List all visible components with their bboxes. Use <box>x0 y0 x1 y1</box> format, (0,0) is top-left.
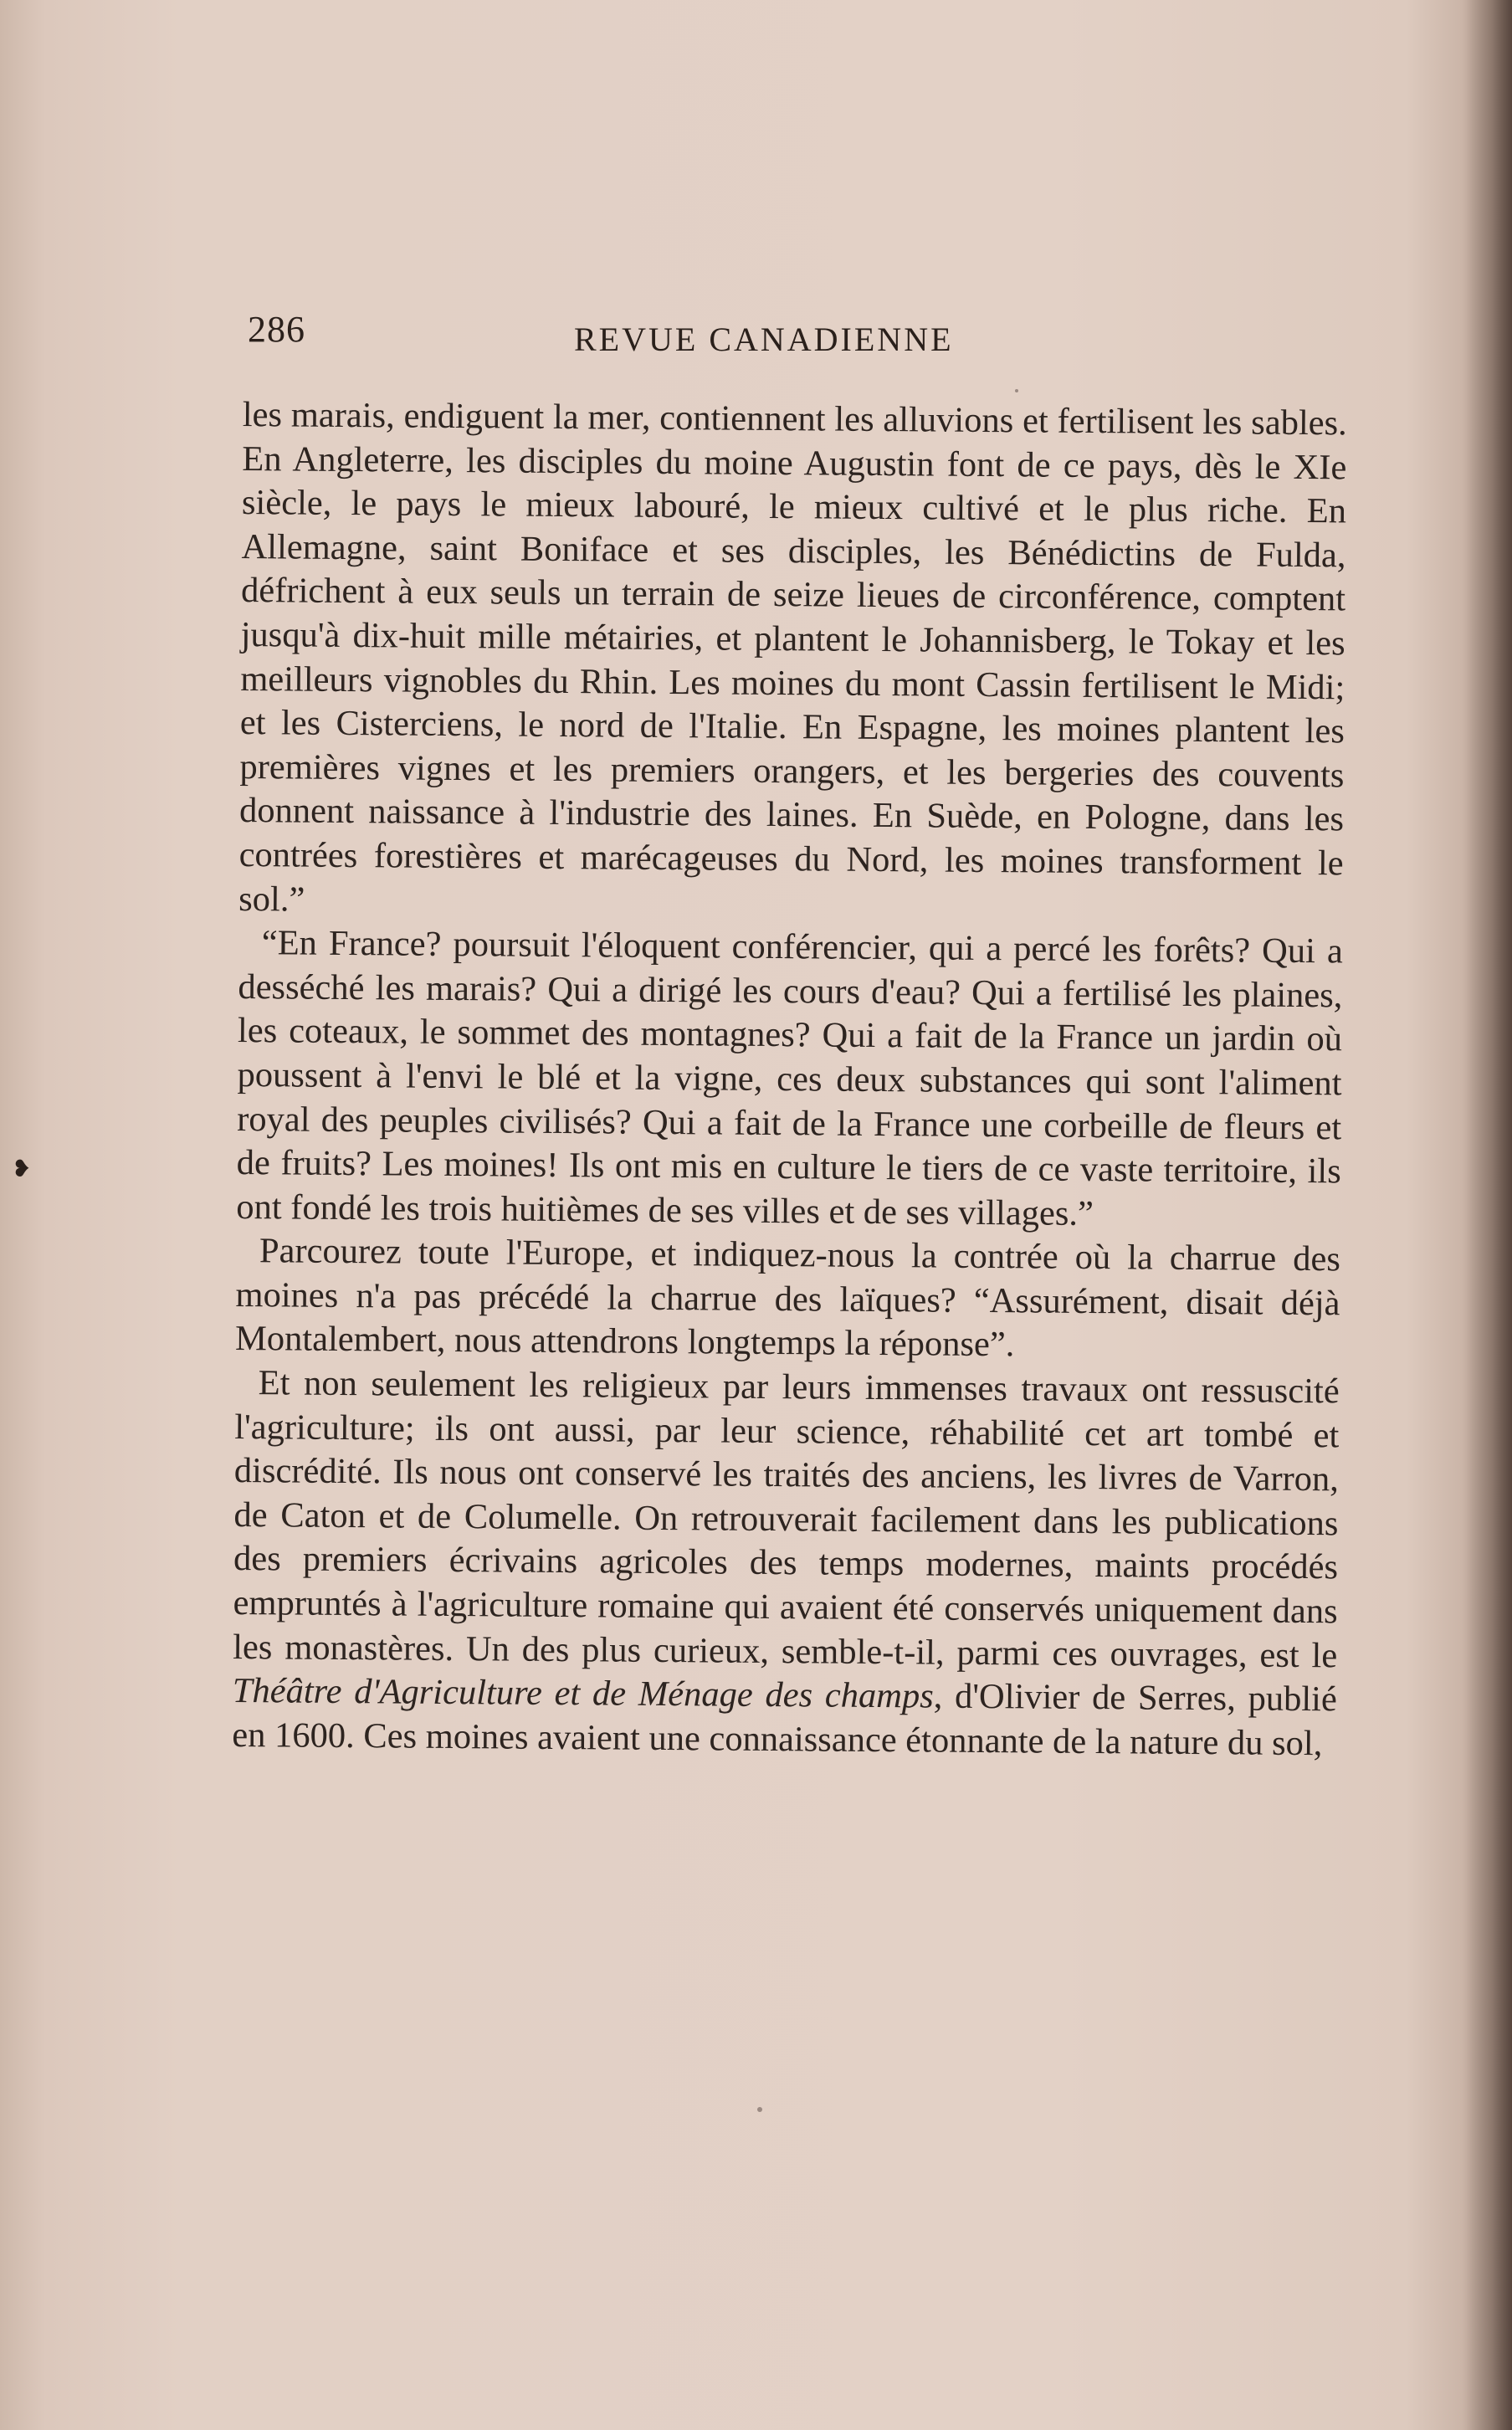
page-spine-shadow <box>1462 0 1512 2430</box>
paragraph-2: “En France? poursuit l'éloquent conférencier, qui a percé les forêts? Qui a desséché les marais? Qui a dirigé les cours d'eau? Qui a fertilisé les plaines, les coteaux, le sommet des montagnes? Qui a fait de la France un jardin où poussent à l'envi le blé et la vigne, ces deux substances qui sont l'aliment royal des peuples civilisés? Qui a fait de la France une corbeille de fleurs et de fruits? Les moines! Ils ont mis en culture le tiers de ce vaste territoire, ils ont fondé les trois huitièmes de ses villes et de ses villages.” <box>236 923 1343 1233</box>
page-header <box>248 308 1327 367</box>
paragraph-3: Parcourez toute l'Europe, et indiquez-nous la contrée où la charrue des moines n'a pas précédé la charrue des laïques? “Assurément, disait déjà Montalembert, nous attendrons longtemps la réponse”. <box>234 1231 1341 1365</box>
paragraph-4 <box>232 1361 1340 1766</box>
page-number: 286 <box>248 309 305 350</box>
paper-speck <box>1015 389 1018 392</box>
paper-speck <box>757 2107 762 2112</box>
running-title: REVUE CANADIENNE <box>574 320 954 358</box>
margin-mark: ❥ <box>12 1155 32 1182</box>
book-title-italic: Théâtre d'Agriculture et de Ménage des champs <box>232 1671 934 1716</box>
paragraph-1: les marais, endiguent la mer, contiennent les alluvions et fertilisent les sables. En Angleterre, les disciples du moine Augustin font de ce pays, dès le XIe siècle, le pays le mieux labouré, le mieux cultivé et le plus riche. En Allemagne, saint Boniface et ses disciples, les Bénédictins de Fulda, défrichent à eux seuls un terrain de seize lieues de circonférence, comptent jusqu'à dix-huit mille métairies, et plantent le Johannisberg, le Tokay et les meilleurs vignobles du Rhin. Les moines du mont Cassin fertilisent le Midi; et les Cisterciens, le nord de l'Italie. En Espagne, les moines plantent les premières vignes et les premiers orangers, et les bergeries des couvents donnent naissance à l'industrie des laines. En Suède, en Pologne, dans les contrées forestières et marécageuses du Nord, les moines transforment le sol.” <box>238 394 1347 920</box>
paragraph-4-text-start: Et non seulement les religieux par leurs immenses travaux ont ressuscité l'agriculture; ils ont aussi, par leur science, réhabilité cet art tombé et discrédité. Ils nous ont conservé les traités des anciens, les livres de Varron, de Caton et de Columelle. On retrouverait facilement dans les publications des premiers écrivains agricoles des temps modernes, maints procédés empruntés à l'agriculture romaine qui avaient été conservés uniquement dans les monastères. Un des plus curieux, semble-t-il, parmi ces ouvrages, est le <box>233 1363 1340 1675</box>
paragraph-4-text-end: , d'Olivier de Serres, publié en 1600. Ces moines avaient une connaissance étonnante de la nature du sol, <box>232 1676 1337 1763</box>
body-text <box>232 393 1347 1766</box>
